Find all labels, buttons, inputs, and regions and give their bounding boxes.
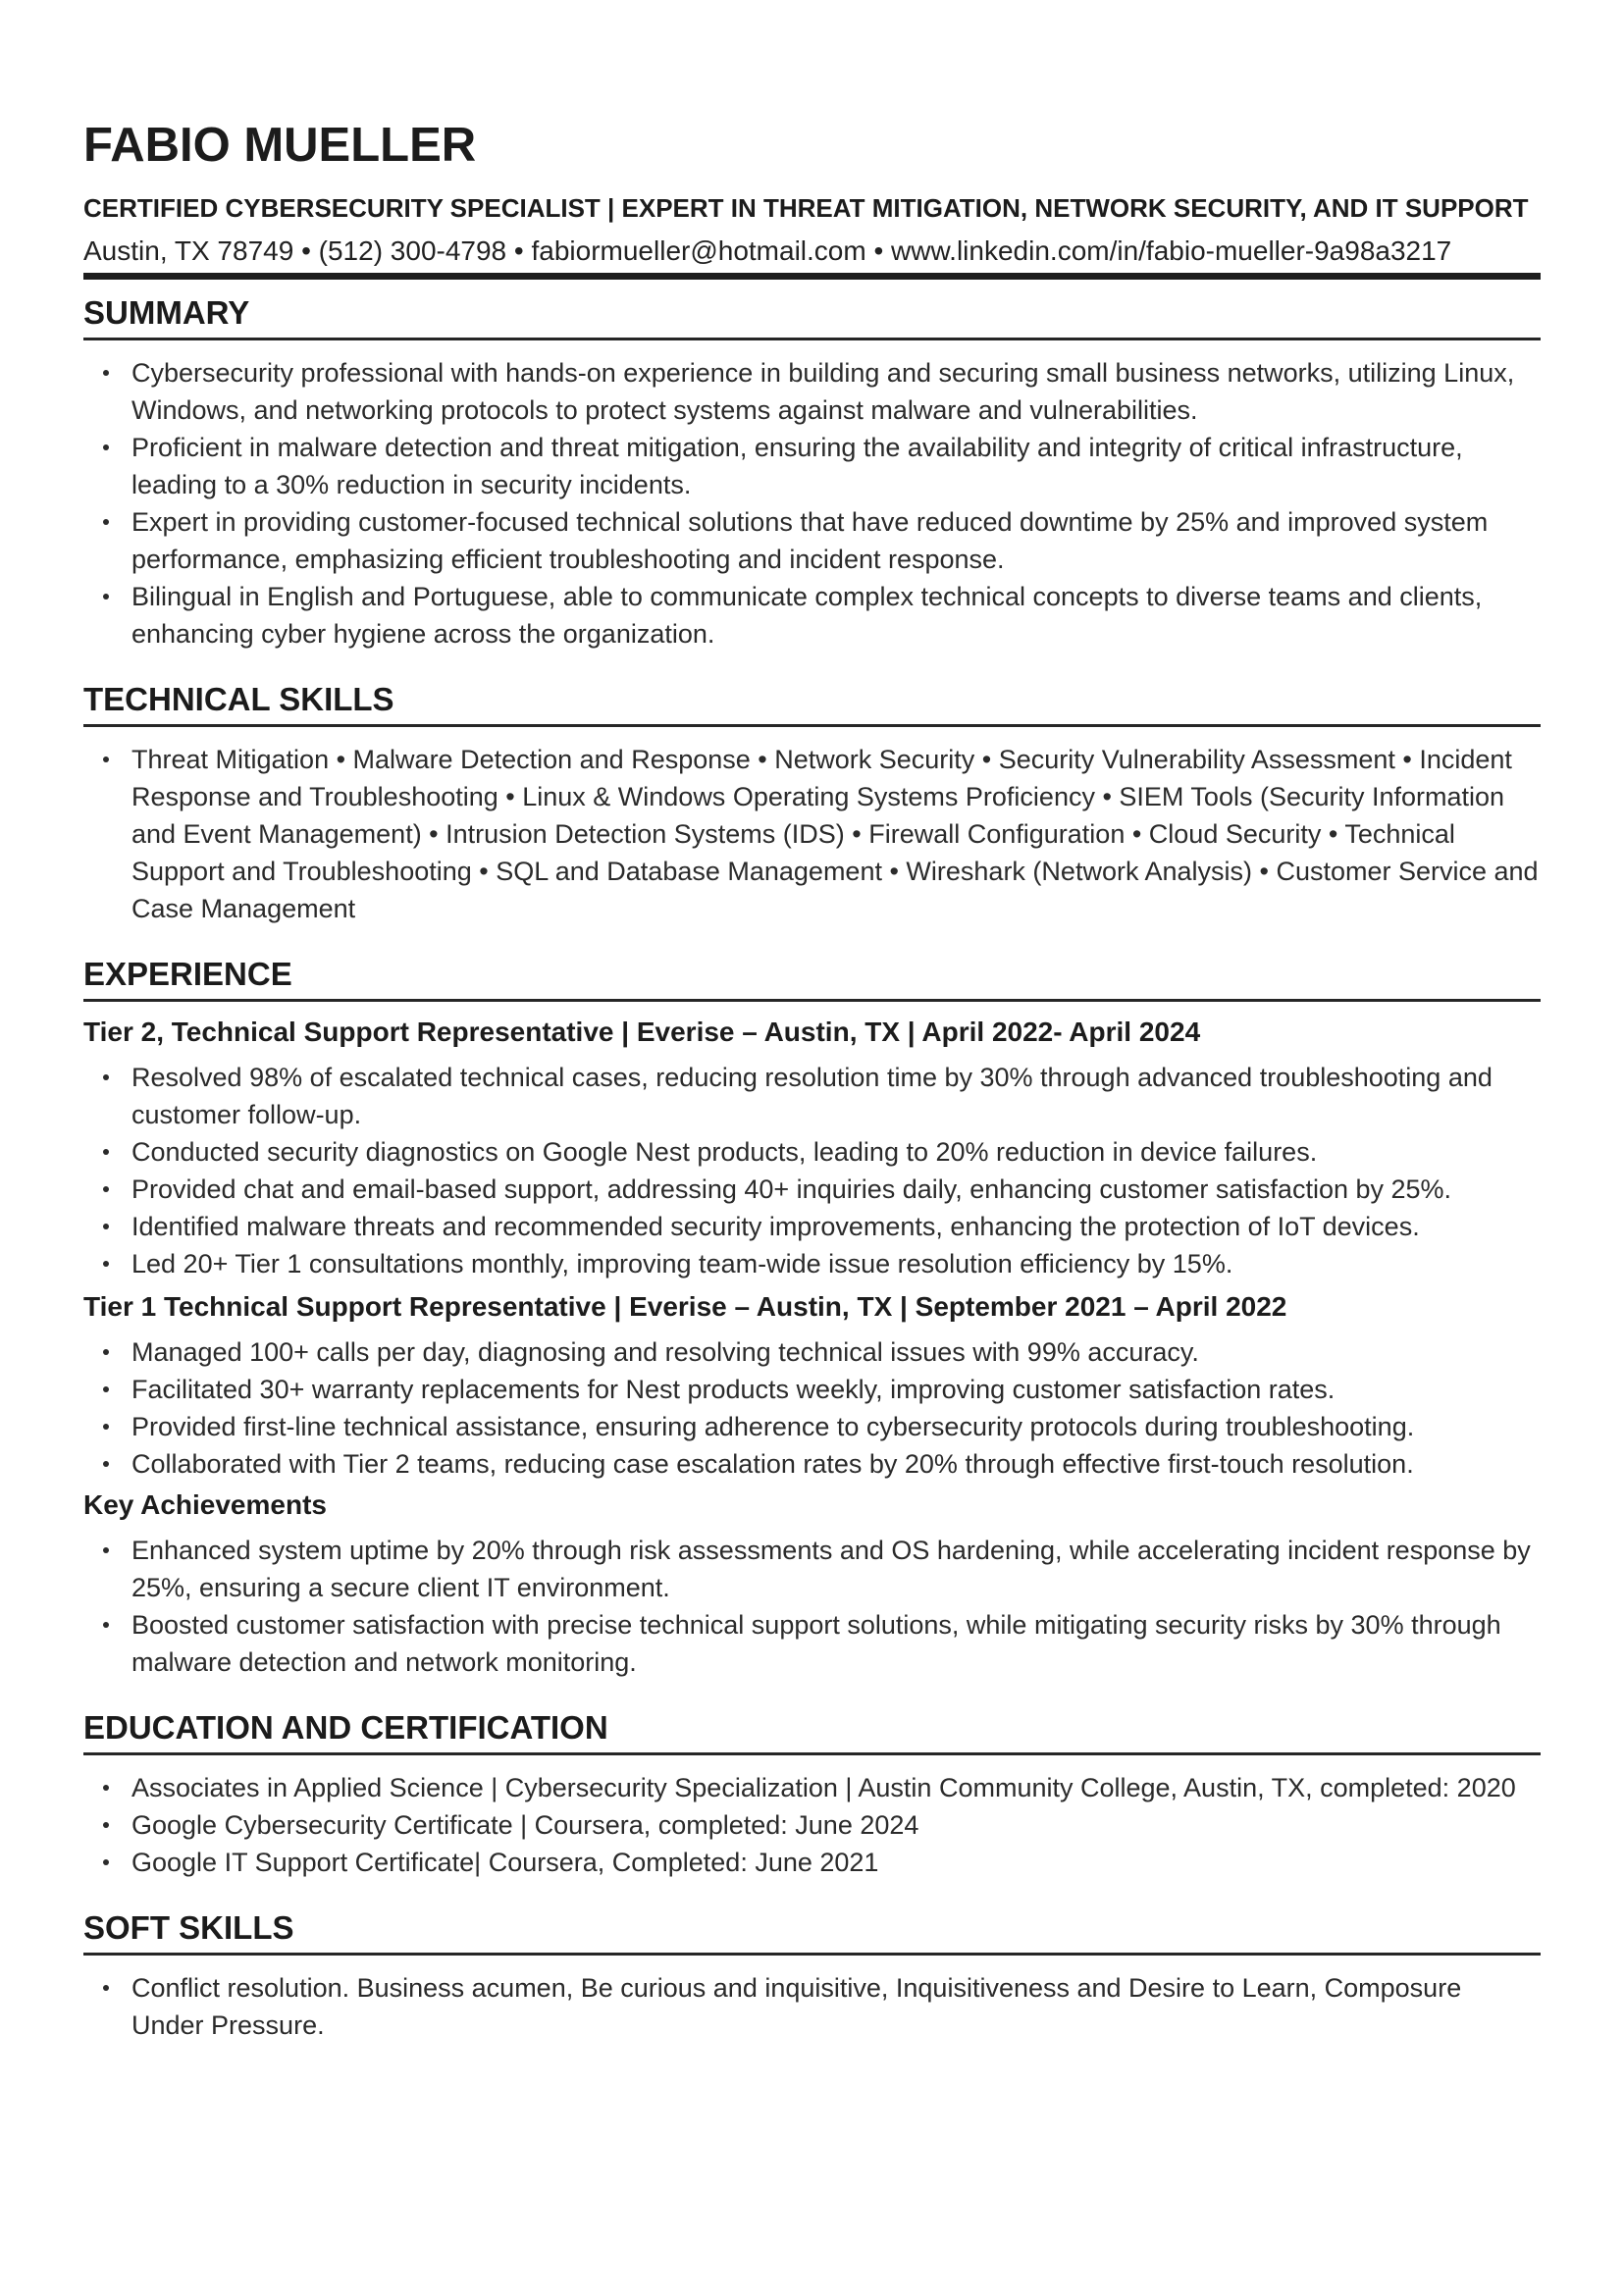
section-education <box>83 1708 1541 1881</box>
summary-title: SUMMARY <box>83 294 250 331</box>
soft-skills-bullet-list <box>83 1969 1541 2044</box>
key-achievements-bullet-item: Boosted customer satisfaction with precise technical support solutions, while mitigating security risks by 30% through malware detection and network monitoring. <box>131 1606 1541 1681</box>
section-experience <box>83 955 1541 1681</box>
experience-title: EXPERIENCE <box>83 956 292 992</box>
job1-bullet-item: Led 20+ Tier 1 consultations monthly, improving team-wide issue resolution efficiency by 15%. <box>131 1245 1541 1282</box>
education-title: EDUCATION AND CERTIFICATION <box>83 1709 608 1746</box>
education-bullet-item: Google Cybersecurity Certificate | Coursera, completed: June 2024 <box>131 1806 1541 1844</box>
education-bullet-list <box>83 1769 1541 1881</box>
technical-skills-bullet-item: Threat Mitigation • Malware Detection and Response • Network Security • Security Vulnerability Assessment • Incident Response and Troubleshooting • Linux & Windows Operating Systems Proficiency • SIEM Tools (Security Information and Event Management) • Intrusion Detection Systems (IDS) • Firewall Configuration • Cloud Security • Technical Support and Troubleshooting • SQL and Database Management • Wireshark (Network Analysis) • Customer Service and Case Management <box>131 741 1541 927</box>
job2-bullet-item: Managed 100+ calls per day, diagnosing and resolving technical issues with 99% accuracy. <box>131 1333 1541 1371</box>
section-technical-skills <box>83 680 1541 927</box>
experience-rule <box>83 999 1541 1002</box>
job1-bullet-item: Identified malware threats and recommended security improvements, enhancing the protection of IoT devices. <box>131 1208 1541 1245</box>
section-soft-skills <box>83 1908 1541 2044</box>
job2-heading: Tier 1 Technical Support Representative | Everise – Austin, TX | September 2021 – April 2022 <box>83 1291 1287 1322</box>
summary-bullet-item: Cybersecurity professional with hands-on experience in building and securing small business networks, utilizing Linux, Windows, and networking protocols to protect systems against malware and vulnerabilities. <box>131 354 1541 429</box>
contact-line: Austin, TX 78749 • (512) 300-4798 • fabiormueller@hotmail.com • www.linkedin.com/in/fabio-mueller-9a98a3217 <box>83 235 1452 266</box>
job1-bullet-list <box>83 1059 1541 1282</box>
key-achievements-bullet-item: Enhanced system uptime by 20% through risk assessments and OS hardening, while accelerating incident response by 25%, ensuring a secure client IT environment. <box>131 1532 1541 1606</box>
section-summary <box>83 293 1541 652</box>
job1-bullet-item: Resolved 98% of escalated technical cases, reducing resolution time by 30% through advanced troubleshooting and customer follow-up. <box>131 1059 1541 1133</box>
soft-skills-bullet-item: Conflict resolution. Business acumen, Be curious and inquisitive, Inquisitiveness and Desire to Learn, Composure Under Pressure. <box>131 1969 1541 2044</box>
technical-skills-title: TECHNICAL SKILLS <box>83 681 394 717</box>
job2-bullet-list <box>83 1333 1541 1483</box>
resume-header <box>83 116 1541 280</box>
key-achievements-bullet-list <box>83 1532 1541 1681</box>
job2-bullet-item: Facilitated 30+ warranty replacements for Nest products weekly, improving customer satisfaction rates. <box>131 1371 1541 1408</box>
soft-skills-title: SOFT SKILLS <box>83 1909 294 1946</box>
candidate-name: FABIO MUELLER <box>83 119 477 172</box>
summary-rule <box>83 338 1541 340</box>
job1-bullet-item: Conducted security diagnostics on Google Nest products, leading to 20% reduction in device failures. <box>131 1133 1541 1171</box>
candidate-headline: CERTIFIED CYBERSECURITY SPECIALIST | EXPERT IN THREAT MITIGATION, NETWORK SECURITY, AND IT SUPPORT <box>83 193 1529 223</box>
technical-skills-rule <box>83 724 1541 727</box>
job1-bullet-item: Provided chat and email-based support, addressing 40+ inquiries daily, enhancing customer satisfaction by 25%. <box>131 1171 1541 1208</box>
education-bullet-item: Google IT Support Certificate| Coursera, Completed: June 2021 <box>131 1844 1541 1881</box>
header-divider <box>83 273 1541 280</box>
summary-bullet-item: Proficient in malware detection and threat mitigation, ensuring the availability and integrity of critical infrastructure, leading to a 30% reduction in security incidents. <box>131 429 1541 503</box>
job1-heading: Tier 2, Technical Support Representative | Everise – Austin, TX | April 2022- April 2024 <box>83 1017 1201 1047</box>
job2-bullet-item: Collaborated with Tier 2 teams, reducing case escalation rates by 20% through effective first-touch resolution. <box>131 1445 1541 1483</box>
summary-bullet-item: Bilingual in English and Portuguese, able to communicate complex technical concepts to diverse teams and clients, enhancing cyber hygiene across the organization. <box>131 578 1541 652</box>
summary-bullet-list <box>83 354 1541 652</box>
education-bullet-item: Associates in Applied Science | Cybersecurity Specialization | Austin Community College, Austin, TX, completed: 2020 <box>131 1769 1541 1806</box>
technical-skills-bullet-list <box>83 741 1541 927</box>
education-rule <box>83 1752 1541 1755</box>
job2-bullet-item: Provided first-line technical assistance, ensuring adherence to cybersecurity protocols during troubleshooting. <box>131 1408 1541 1445</box>
summary-bullet-item: Expert in providing customer-focused technical solutions that have reduced downtime by 25% and improved system performance, emphasizing efficient troubleshooting and incident response. <box>131 503 1541 578</box>
key-achievements-heading: Key Achievements <box>83 1489 327 1520</box>
soft-skills-rule <box>83 1953 1541 1956</box>
